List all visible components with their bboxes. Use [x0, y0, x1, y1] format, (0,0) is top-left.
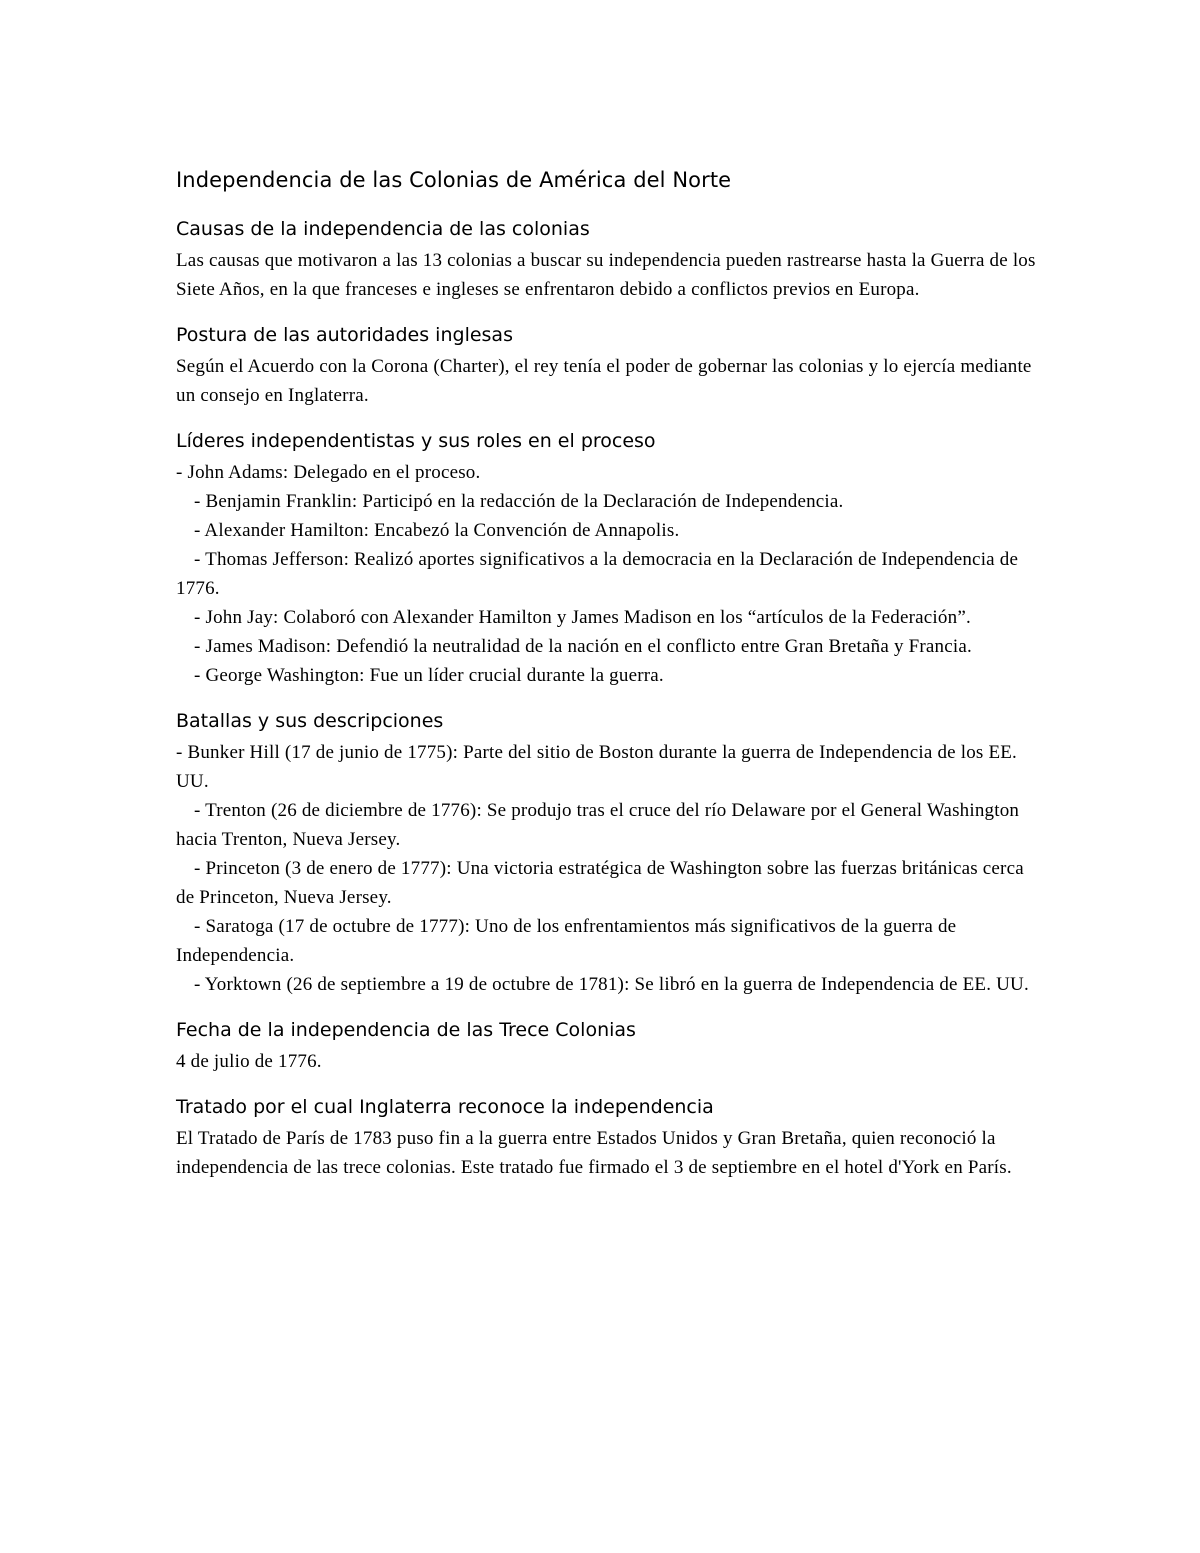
section-paragraph: Según el Acuerdo con la Corona (Charter), el rey tenía el poder de gobernar las colonias y lo ejercía mediante un consejo en Inglaterra.	[176, 356, 1032, 406]
section-heading: Batallas y sus descripciones	[176, 710, 444, 732]
list-item: - Alexander Hamilton: Encabezó la Convención de Annapolis.	[194, 520, 680, 541]
list-item: - Princeton (3 de enero de 1777): Una victoria estratégica de Washington sobre las fuerzas británicas cerca de Princeton, Nueva Jersey.	[176, 858, 1024, 908]
section-paragraph: 4 de julio de 1776.	[176, 1051, 322, 1072]
section-heading: Fecha de la independencia de las Trece Colonias	[176, 1019, 636, 1041]
list-item: - Bunker Hill (17 de junio de 1775): Parte del sitio de Boston durante la guerra de Independencia de los EE. UU.	[176, 742, 1018, 792]
list-item: - John Adams: Delegado en el proceso.	[176, 462, 481, 483]
list-item: - James Madison: Defendió la neutralidad de la nación en el conflicto entre Gran Bretaña y Francia.	[194, 636, 972, 657]
section-heading: Líderes independentistas y sus roles en el proceso	[176, 430, 656, 452]
section-heading: Tratado por el cual Inglaterra reconoce la independencia	[176, 1096, 714, 1118]
section-postura	[176, 320, 1036, 410]
section-tratado	[176, 1092, 1036, 1182]
section-causas	[176, 214, 1036, 304]
section-lideres	[176, 426, 1036, 690]
section-heading: Postura de las autoridades inglesas	[176, 324, 513, 346]
list-item: - John Jay: Colaboró con Alexander Hamilton y James Madison en los “artículos de la Federación”.	[194, 607, 971, 628]
list-item: - Thomas Jefferson: Realizó aportes significativos a la democracia en la Declaración de Independencia de 1776.	[176, 549, 1019, 599]
list-item: - Yorktown (26 de septiembre a 19 de octubre de 1781): Se libró en la guerra de Independencia de EE. UU.	[194, 974, 1029, 995]
document-page	[176, 160, 1036, 1198]
list-item: - Benjamin Franklin: Participó en la redacción de la Declaración de Independencia.	[194, 491, 844, 512]
section-heading: Causas de la independencia de las colonias	[176, 218, 590, 240]
list-item: - George Washington: Fue un líder crucial durante la guerra.	[194, 665, 664, 686]
section-fecha	[176, 1015, 1036, 1076]
list-item: - Trenton (26 de diciembre de 1776): Se produjo tras el cruce del río Delaware por el General Washington hacia Trenton, Nueva Jersey.	[176, 800, 1020, 850]
list-item: - Saratoga (17 de octubre de 1777): Uno de los enfrentamientos más significativos de la guerra de Independencia.	[176, 916, 957, 966]
section-paragraph: El Tratado de París de 1783 puso fin a la guerra entre Estados Unidos y Gran Bretaña, quien reconoció la independencia de las trece colonias. Este tratado fue firmado el 3 de septiembre en el hotel d'York en París.	[176, 1128, 1012, 1178]
section-batallas	[176, 706, 1036, 999]
document-title: Independencia de las Colonias de América del Norte	[176, 168, 732, 192]
section-paragraph: Las causas que motivaron a las 13 colonias a buscar su independencia pueden rastrearse hasta la Guerra de los Siete Años, en la que franceses e ingleses se enfrentaron debido a conflictos previos en Europa.	[176, 250, 1036, 300]
